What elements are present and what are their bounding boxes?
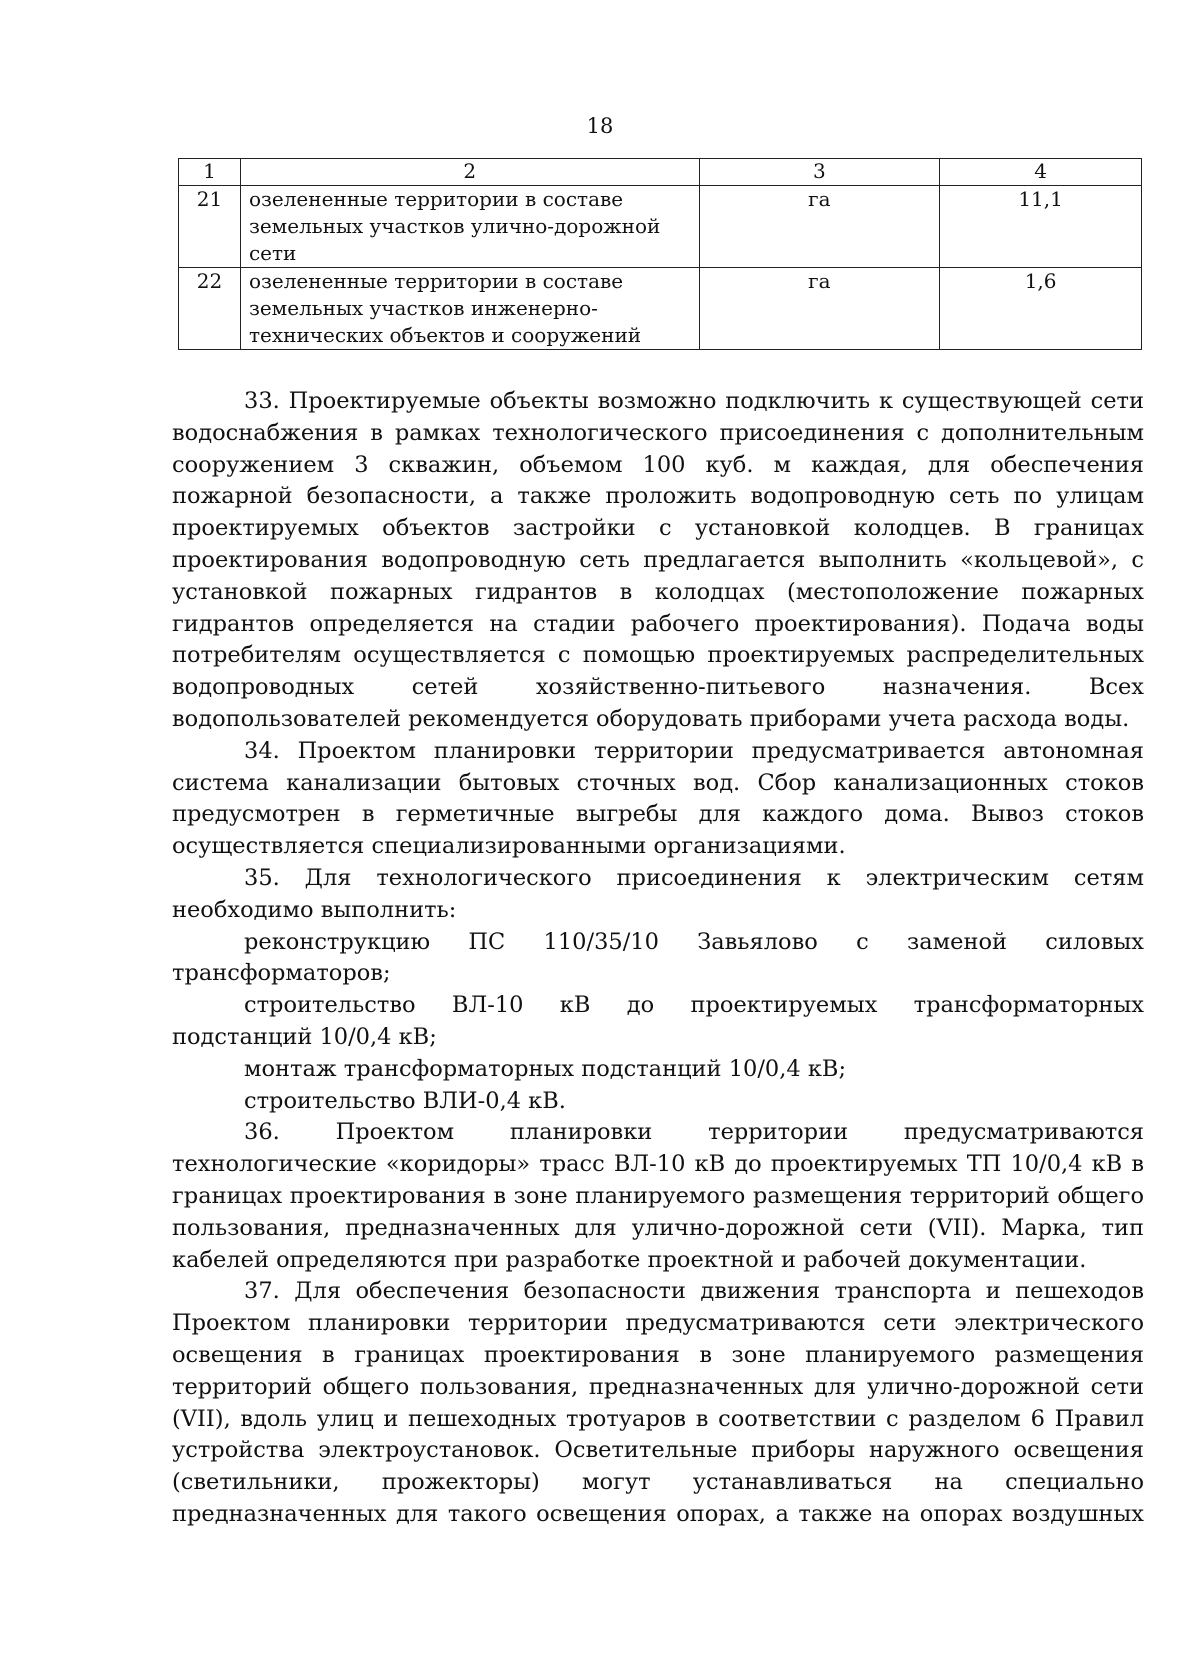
table-header-cell: 3	[699, 159, 940, 186]
table-header-row	[179, 159, 1142, 186]
row-unit: га	[699, 268, 940, 350]
paragraph-33: 33. Проектируемые объекты возможно подключить к существующей сети водоснабжения в рамках технологического присоединения с дополнительным сооружением 3 скважин, объемом 100 куб. м каждая, для обеспечения пожарной безопасности, а также проложить водопроводную сеть по улицам проектируемых объектов застройки с установкой колодцев. В границах проектирования водопроводную сеть предлагается выполнить «кольцевой», с установкой пожарных гидрантов в колодцах (местоположение пожарных гидрантов определяется на стадии рабочего проектирования). Подача воды потребителям осуществляется с помощью проектируемых распределительных водопроводных сетей хозяйственно-питьевого назначения. Всех водопользователей рекомендуется оборудовать приборами учета расхода воды.	[172, 388, 1144, 732]
row-value: 11,1	[940, 186, 1142, 268]
table-header-cell: 4	[940, 159, 1142, 186]
paragraph-37: 37. Для обеспечения безопасности движения транспорта и пешеходов Проектом планировки территории предусматриваются сети электрического освещения в границах проектирования в зоне планируемого размещения территорий общего пользования, предназначенных для улично-дорожной сети (VII), вдоль улиц и пешеходных тротуаров в соответствии с разделом 6 Правил устройства электроустановок. Осветительные приборы наружного освещения (светильники, прожекторы) могут устанавливаться на специально предназначенных для такого освещения опорах, а также на опорах воздушных	[172, 1278, 1144, 1527]
table-header-cell: 2	[240, 159, 699, 186]
page-number: 18	[586, 114, 614, 138]
table-header-cell: 1	[179, 159, 241, 186]
paragraph-34: 34. Проектом планировки территории предусматривается автономная система канализации бытовых сточных вод. Сбор канализационных стоков предусмотрен в герметичные выгребы для каждого дома. Вывоз стоков осуществляется специализированными организациями.	[172, 737, 1144, 860]
body-text	[172, 386, 1144, 1531]
table-row	[179, 268, 1142, 350]
data-table	[178, 158, 1142, 350]
list-item: монтаж трансформаторных подстанций 10/0,4 кВ;	[244, 1055, 847, 1082]
row-unit: га	[699, 186, 940, 268]
list-item: строительство ВЛ-10 кВ до проектируемых трансформаторных подстанций 10/0,4 кВ;	[172, 992, 1144, 1050]
list-item: строительство ВЛИ-0,4 кВ.	[244, 1087, 566, 1114]
row-value: 1,6	[940, 268, 1142, 350]
table-row	[179, 186, 1142, 268]
paragraph-36: 36. Проектом планировки территории предусматриваются технологические «коридоры» трасс ВЛ-10 кВ до проектируемых ТП 10/0,4 кВ в границах проектирования в зоне планируемого размещения территорий общего пользования, предназначенных для улично-дорожной сети (VII). Марка, тип кабелей определяются при разработке проектной и рабочей документации.	[172, 1119, 1144, 1273]
row-number: 21	[179, 186, 241, 268]
paragraph-35: 35. Для технологического присоединения к электрическим сетям необходимо выполнить:	[172, 864, 1144, 923]
list-item: реконструкцию ПС 110/35/10 Завьялово с заменой силовых трансформаторов;	[172, 928, 1144, 987]
row-description: озелененные территории в составе земельных участков улично-дорожной сети	[240, 186, 699, 268]
row-number: 22	[179, 268, 241, 350]
row-description: озелененные территории в составе земельных участков инженерно-технических объектов и сооружений	[240, 268, 699, 350]
